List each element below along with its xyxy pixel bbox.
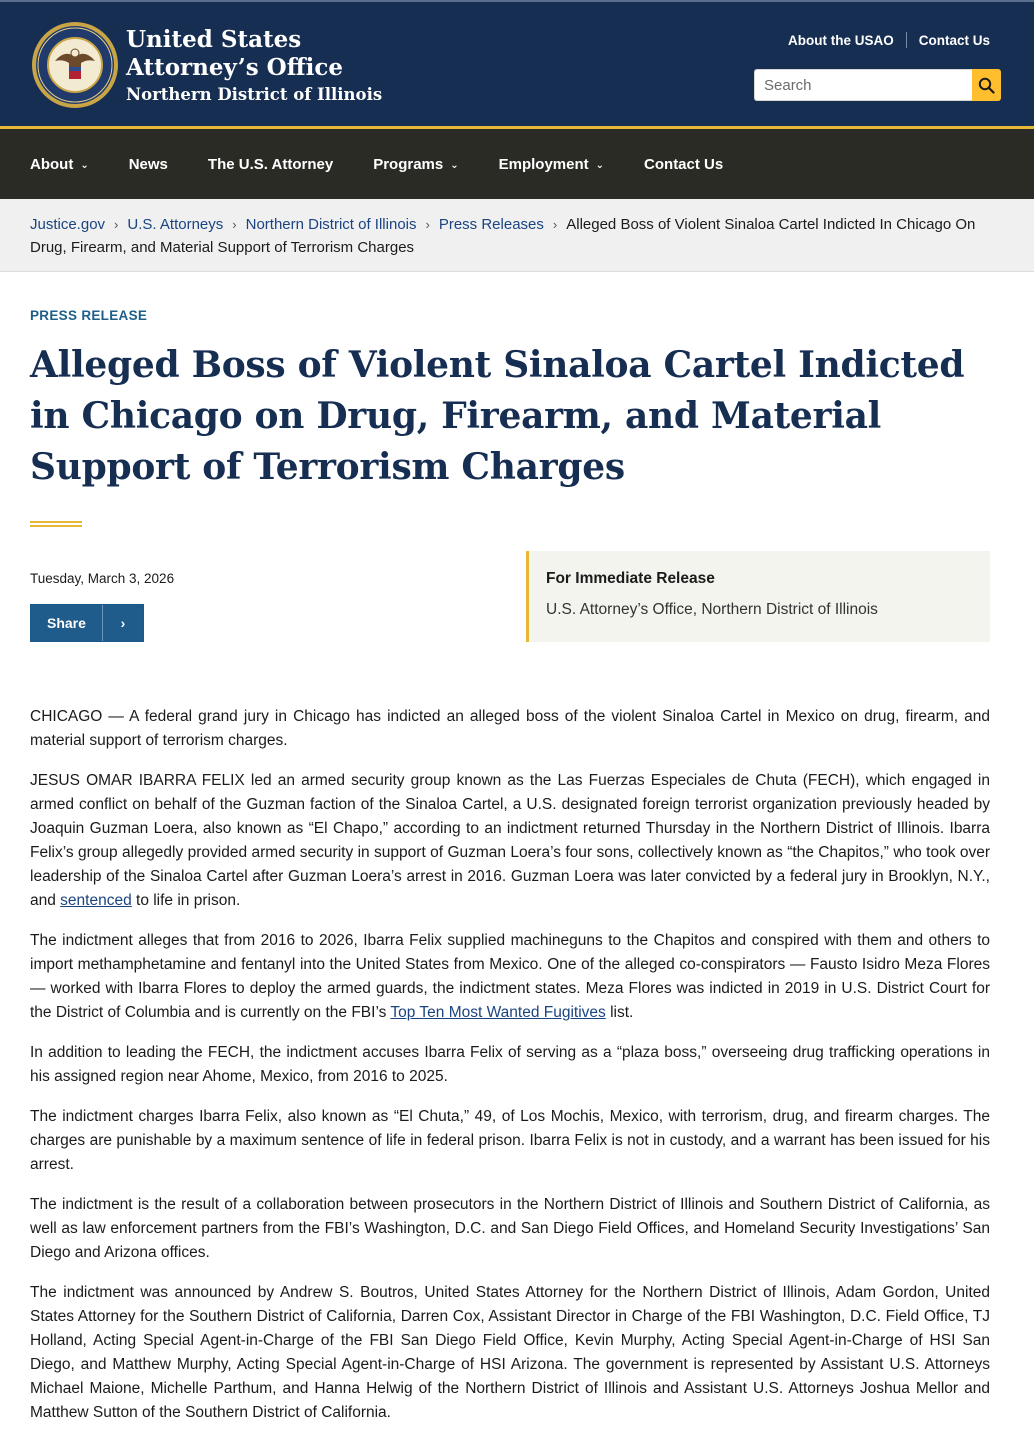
release-heading: For Immediate Release xyxy=(546,570,715,587)
brand-line-2: Attorney’s Office xyxy=(126,54,343,81)
chevron-down-icon: ⌄ xyxy=(595,159,605,171)
article-body xyxy=(30,705,990,1425)
site-header xyxy=(0,0,1034,126)
publish-date: Tuesday, March 3, 2026 xyxy=(30,571,175,586)
nav-item-label: About xyxy=(30,155,74,173)
breadcrumb-current: Alleged Boss of Violent Sinaloa Cartel Indicted In Chicago On Drug, Firearm, and Material Support of Terrorism Charges xyxy=(30,216,976,256)
nav-item-programs[interactable] xyxy=(373,156,458,173)
search-input[interactable] xyxy=(754,69,972,101)
nav-item-label: Contact Us xyxy=(644,155,724,173)
brand-line-1: United States xyxy=(126,26,302,53)
chevron-right-icon: › xyxy=(102,605,143,641)
util-link-contact-us[interactable]: Contact Us xyxy=(918,32,990,48)
top-ten-fugitives-link[interactable]: Top Ten Most Wanted Fugitives xyxy=(390,1004,606,1021)
breadcrumb-link-us-attorneys[interactable]: U.S. Attorneys xyxy=(127,216,224,233)
release-office: U.S. Attorney’s Office, Northern District of Illinois xyxy=(546,601,878,618)
nav-item-label: The U.S. Attorney xyxy=(207,155,334,173)
search-icon xyxy=(978,77,995,94)
site-brand[interactable] xyxy=(126,26,382,107)
util-link-about-usao[interactable]: About the USAO xyxy=(787,32,894,48)
sentenced-link[interactable]: sentenced xyxy=(60,892,132,909)
article-meta xyxy=(30,551,990,643)
brand-line-3: Northern District of Illinois xyxy=(126,85,383,104)
main-nav xyxy=(0,129,1034,199)
nav-item-the-us-attorney[interactable] xyxy=(208,156,333,173)
article-paragraph xyxy=(30,769,990,913)
nav-item-news[interactable] xyxy=(129,156,168,173)
utility-links xyxy=(788,32,990,48)
article-paragraph: In addition to leading the FECH, the indictment accuses Ibarra Felix of serving as a “plaza boss,” overseeing drug trafficking operations in his assigned region near Ahome, Mexico, from 2016 to 2025. xyxy=(30,1044,990,1085)
chevron-right-icon: › xyxy=(114,217,119,232)
title-accent-rule xyxy=(30,521,82,527)
search-button[interactable] xyxy=(972,69,1001,101)
release-info-box xyxy=(526,551,990,642)
share-button[interactable] xyxy=(30,604,144,642)
chevron-down-icon: ⌄ xyxy=(80,159,89,171)
main-content xyxy=(0,308,1034,1425)
paragraph-text: The indictment alleges that from 2016 to 2026, Ibarra Felix supplied machineguns to the Chapitos and conspired with them and others to import methamphetamine and fentanyl into the United States from Mexico. One of the alleged co-conspirators — Fausto Isidro Meza Flores — worked with Ibarra Flores to deploy the armed guards, the indictment states. Meza Flores was indicted in 2019 in U.S. District Court for the District of Columbia and is currently on the FBI’s xyxy=(30,932,990,1021)
share-label: Share xyxy=(47,615,86,631)
breadcrumb xyxy=(0,199,1034,272)
breadcrumb-link-press-releases[interactable]: Press Releases xyxy=(438,216,544,233)
meta-left xyxy=(30,551,526,643)
breadcrumb-link-northern-district[interactable]: Northern District of Illinois xyxy=(245,216,417,233)
paragraph-text: list. xyxy=(605,1004,634,1021)
doj-seal-logo[interactable] xyxy=(31,21,119,109)
paragraph-text: to life in prison. xyxy=(131,892,241,909)
content-type-label: PRESS RELEASE xyxy=(30,308,148,323)
article-paragraph: CHICAGO — A federal grand jury in Chicago has indicted an alleged boss of the violent Sinaloa Cartel in Mexico on drug, firearm, and material support of terrorism charges. xyxy=(30,708,990,749)
breadcrumb-link-justice-gov[interactable]: Justice.gov xyxy=(30,216,106,233)
article-paragraph: The indictment charges Ibarra Felix, also known as “El Chuta,” 49, of Los Mochis, Mexico, with terrorism, drug, and firearm charges. The charges are punishable by a maximum sentence of life in federal prison. Ibarra Felix is not in custody, and a warrant has been issued for his arrest. xyxy=(30,1108,990,1173)
chevron-right-icon: › xyxy=(552,217,558,232)
article-paragraph: The indictment was announced by Andrew S. Boutros, United States Attorney for the Northern District of Illinois, Adam Gordon, United States Attorney for the Southern District of California, Darren Cox, Assistant Director in Charge of the FBI Washington, D.C. Field Office, TJ Holland, Acting Special Agent-in-Charge of the FBI San Diego Field Office, Kevin Murphy, Acting Special Agent-in-Charge of HSI San Diego, and Matthew Murphy, Acting Special Agent-in-Charge of HSI Arizona. The government is represented by Assistant U.S. Attorneys Michael Maione, Michelle Parthum, and Hanna Helwig of the Northern District of Illinois and Assistant U.S. Attorneys Joshua Mellor and Matthew Sutton of the Southern District of California. xyxy=(30,1284,990,1421)
search-form xyxy=(754,69,990,101)
paragraph-text: JESUS OMAR IBARRA FELIX led an armed security group known as the Las Fuerzas Especiales de Chuta (FECH), which engaged in armed conflict on behalf of the Guzman faction of the Sinaloa Cartel, a U.S. designated foreign terrorist organization previously headed by Joaquin Guzman Loera, also known as “El Chapo,” according to an indictment returned Thursday in the Northern District of Illinois. Ibarra Felix’s group allegedly provided armed security in support of Guzman Loera’s four sons, collectively known as “the Chapitos,” who took over leadership of the Sinaloa Cartel after Guzman Loera’s arrest in 2016. Guzman Loera was later convicted by a federal jury in Brooklyn, N.Y., and xyxy=(30,772,990,909)
nav-item-label: Programs xyxy=(373,155,444,173)
chevron-right-icon: › xyxy=(232,217,237,232)
page-title: Alleged Boss of Violent Sinaloa Cartel Indicted in Chicago on Drug, Firearm, and Material Support of Terrorism Charges xyxy=(30,344,965,488)
nav-item-label: Employment xyxy=(498,155,589,173)
chevron-down-icon: ⌄ xyxy=(450,159,459,171)
nav-item-contact-us[interactable] xyxy=(644,156,723,173)
nav-item-label: News xyxy=(128,155,168,173)
chevron-right-icon: › xyxy=(425,217,430,232)
article-paragraph: The indictment is the result of a collaboration between prosecutors in the Northern District of Illinois and Southern District of California, as well as law enforcement partners from the FBI’s Washington, D.C. and San Diego Field Offices, and Homeland Security Investigations’ San Diego and Arizona offices. xyxy=(30,1196,990,1261)
util-link-divider xyxy=(906,32,907,48)
nav-item-about[interactable] xyxy=(30,156,89,173)
nav-item-employment[interactable] xyxy=(499,156,604,173)
article-paragraph xyxy=(30,929,990,1025)
